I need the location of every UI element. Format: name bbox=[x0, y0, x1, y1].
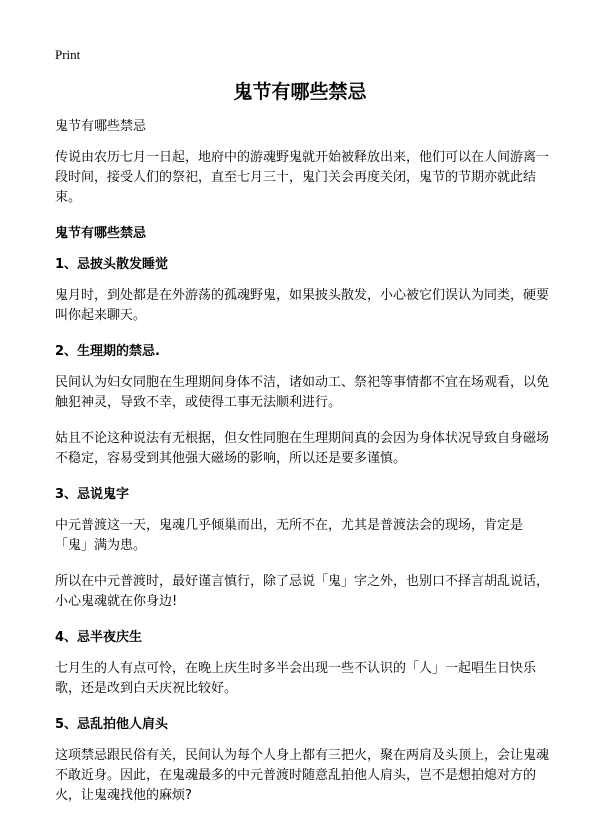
item-paragraph-4: 七月生的人有点可怜，在晚上庆生时多半会出现一些不认识的「人」一起唱生日快乐歌，还是改到白天庆祝比较好。 bbox=[55, 661, 537, 696]
item-paragraph-2a: 民间认为妇女同胞在生理期间身体不洁，诸如动工、祭祀等事情都不宜在场观看，以免触犯神灵，导致不幸，或使得工事无法顺利进行。 bbox=[55, 375, 550, 410]
item-paragraph-1: 鬼月时，到处都是在外游荡的孤魂野鬼，如果披头散发，小心被它们误认为同类，硬要叫你起来聊天。 bbox=[55, 288, 550, 323]
item-paragraph-3b: 所以在中元普渡时，最好谨言慎行，除了忌说「鬼」字之外，也别口不择言胡乱说话，小心鬼魂就在你身边! bbox=[55, 574, 550, 609]
intro-label: 鬼节有哪些禁忌 bbox=[55, 119, 147, 134]
section-heading: 鬼节有哪些禁忌 bbox=[55, 226, 147, 241]
intro-paragraph: 传说由农历七月一日起，地府中的游魂野鬼就开始被释放出来，他们可以在人间游离一段时间，接受人们的祭祀，直至七月三十，鬼门关会再度关闭，鬼节的节期亦就此结束。 bbox=[55, 150, 550, 205]
item-heading-1: 1、忌披头散发睡觉 bbox=[55, 257, 169, 272]
item-heading-3: 3、忌说鬼字 bbox=[55, 487, 130, 502]
item-paragraph-5: 这项禁忌跟民俗有关，民间认为每个人身上都有三把火，聚在两肩及头顶上，会让鬼魂不敢近身。因此，在鬼魂最多的中元普渡时随意乱拍他人肩头，岂不是想拍熄对方的火，让鬼魂找他的麻烦? bbox=[55, 748, 550, 803]
print-link[interactable]: Print bbox=[55, 47, 81, 62]
article-body bbox=[55, 117, 555, 822]
item-paragraph-2b: 姑且不论这种说法有无根据，但女性同胞在生理期间真的会因为身体状况导致自身磁场不稳定，容易受到其他强大磁场的影响，所以还是要多谨慎。 bbox=[55, 431, 550, 466]
page-title: 鬼节有哪些禁忌 bbox=[233, 81, 367, 103]
item-heading-2: 2、生理期的禁忌. bbox=[55, 344, 160, 359]
item-paragraph-3a: 中元普渡这一天，鬼魂几乎倾巢而出，无所不在，尤其是普渡法会的现场，肯定是「鬼」满为患。 bbox=[55, 518, 524, 553]
item-heading-4: 4、忌半夜庆生 bbox=[55, 630, 143, 645]
item-heading-5: 5、忌乱拍他人肩头 bbox=[55, 717, 169, 732]
